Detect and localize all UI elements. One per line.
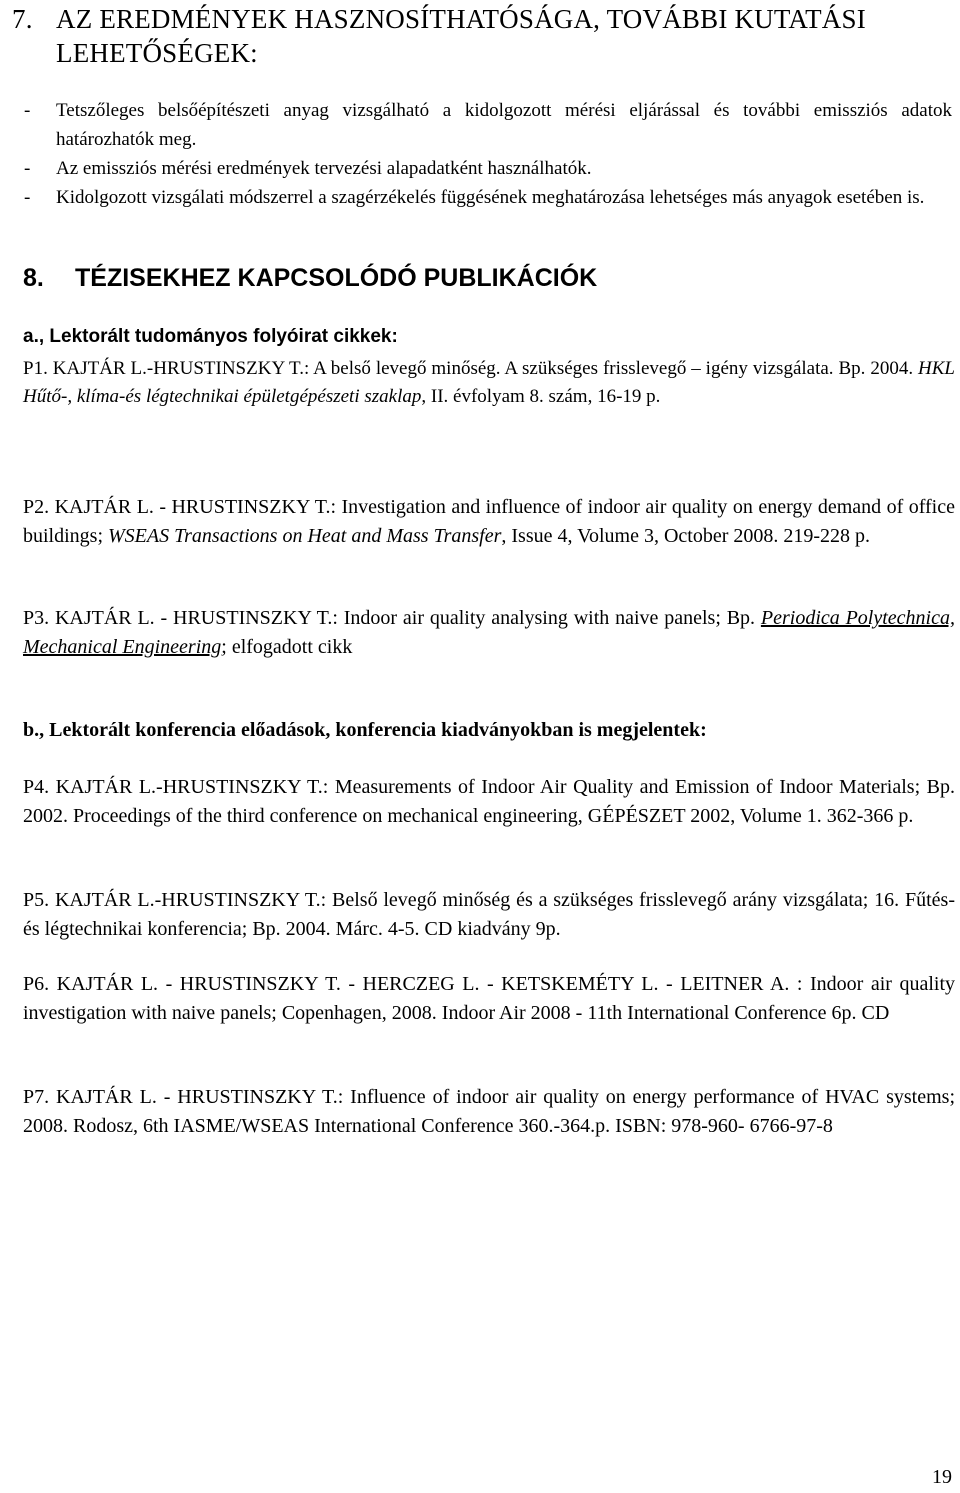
- pub-id: P7.: [23, 1086, 50, 1108]
- publication-p1: [23, 355, 955, 411]
- publication-p5: [23, 886, 955, 944]
- pub-text: KAJTÁR L.-HRUSTINSZKY T.: A belső levegő minőség. A szükséges frisslevegő – igény vizsgálata. Bp. 2004.: [47, 358, 919, 379]
- publication-p7: [23, 1083, 955, 1141]
- pub-id: P2.: [23, 496, 50, 518]
- bullet-item: [12, 154, 952, 183]
- page-number: 19: [932, 1466, 952, 1488]
- pub-journal: WSEAS Transactions on Heat and Mass Transfer: [108, 525, 502, 547]
- subheading-journal-articles: a., Lektorált tudományos folyóirat cikkek:: [23, 326, 398, 347]
- pub-text: KAJTÁR L.-HRUSTINSZKY T.: Belső levegő minőség és a szükséges frisslevegő arány vizsgálata; 16. Fűtés- és légtechnikai konferencia; Bp. 2004. Márc. 4-5. CD kiadvány 9p.: [23, 889, 955, 940]
- pub-id: P3.: [23, 607, 50, 629]
- section-8-title: TÉZISEKHEZ KAPCSOLÓDÓ PUBLIKÁCIÓK: [75, 264, 598, 292]
- bullet-item: [12, 96, 952, 154]
- section-7-title-line1: AZ EREDMÉNYEK HASZNOSÍTHATÓSÁGA, TOVÁBBI KUTATÁSI: [56, 4, 866, 34]
- bullet-text: Kidolgozott vizsgálati módszerrel a szagérzékelés függésének meghatározása lehetséges más anyagok esetében is.: [56, 187, 925, 208]
- pub-text: KAJTÁR L.-HRUSTINSZKY T.: Measurements of Indoor Air Quality and Emission of Indoor Materials; Bp. 2002. Proceedings of the third conference on mechanical engineering, GÉPÉSZET 2002, Volume 1. 362-366 p.: [23, 776, 955, 827]
- pub-text: KAJTÁR L. - HRUSTINSZKY T. - HERCZEG L. - KETSKEMÉTY L. - LEITNER A. : Indoor air quality investigation with naive panels; Copenhagen, 2008. Indoor Air 2008 - 11th International Conference 6p. CD: [23, 973, 955, 1024]
- pub-text: KAJTÁR L. - HRUSTINSZKY T.: Influence of indoor air quality on energy performance of HVAC systems; 2008. Rodosz, 6th IASME/WSEAS International Conference 360.-364.p. ISBN: 978-960- 6766-97-8: [23, 1086, 955, 1137]
- pub-text: ; elfogadott cikk: [221, 636, 353, 658]
- pub-text: , II. évfolyam 8. szám, 16-19 p.: [421, 386, 661, 407]
- pub-id: P4.: [23, 776, 50, 798]
- publication-p3: [23, 604, 955, 662]
- section-7-heading: [12, 2, 952, 70]
- publication-p4: [23, 773, 955, 831]
- section-8-number: 8.: [23, 264, 44, 292]
- section-7-number: 7.: [12, 4, 33, 34]
- section-7-title-line2: LEHETŐSÉGEK:: [56, 38, 258, 68]
- publication-p6: [23, 970, 955, 1028]
- bullet-text: Tetszőleges belsőépítészeti anyag vizsgálható a kidolgozott mérési eljárással és további emissziós adatok határozhatók meg.: [56, 100, 952, 150]
- bullet-text: Az emissziós mérési eredmények tervezési alapadatként használhatók.: [56, 158, 592, 179]
- bullet-dash: -: [24, 187, 31, 208]
- subheading-conference-papers: b., Lektorált konferencia előadások, konferencia kiadványokban is megjelentek:: [23, 719, 707, 741]
- section-8-heading: [23, 262, 597, 294]
- pub-text: , Issue 4, Volume 3, October 2008. 219-228 p.: [501, 525, 871, 547]
- pub-id: P5.: [23, 889, 50, 911]
- pub-id: P6.: [23, 973, 50, 995]
- pub-journal: HKL Hűtő-, klíma-és légtechnikai épületgépészeti szaklap: [23, 358, 955, 407]
- bullet-dash: -: [24, 100, 31, 121]
- pub-journal: Periodica Polytechnica, Mechanical Engineering: [23, 607, 955, 658]
- bullet-item: [12, 183, 952, 212]
- publication-p2: [23, 493, 955, 551]
- results-bullet-list: [12, 96, 952, 212]
- pub-text: KAJTÁR L. - HRUSTINSZKY T.: Investigation and influence of indoor air quality on energy demand of office buildings;: [23, 496, 955, 547]
- bullet-dash: -: [24, 158, 31, 179]
- pub-id: P1.: [23, 358, 48, 379]
- pub-text: KAJTÁR L. - HRUSTINSZKY T.: Indoor air quality analysing with naive panels; Bp.: [49, 607, 761, 629]
